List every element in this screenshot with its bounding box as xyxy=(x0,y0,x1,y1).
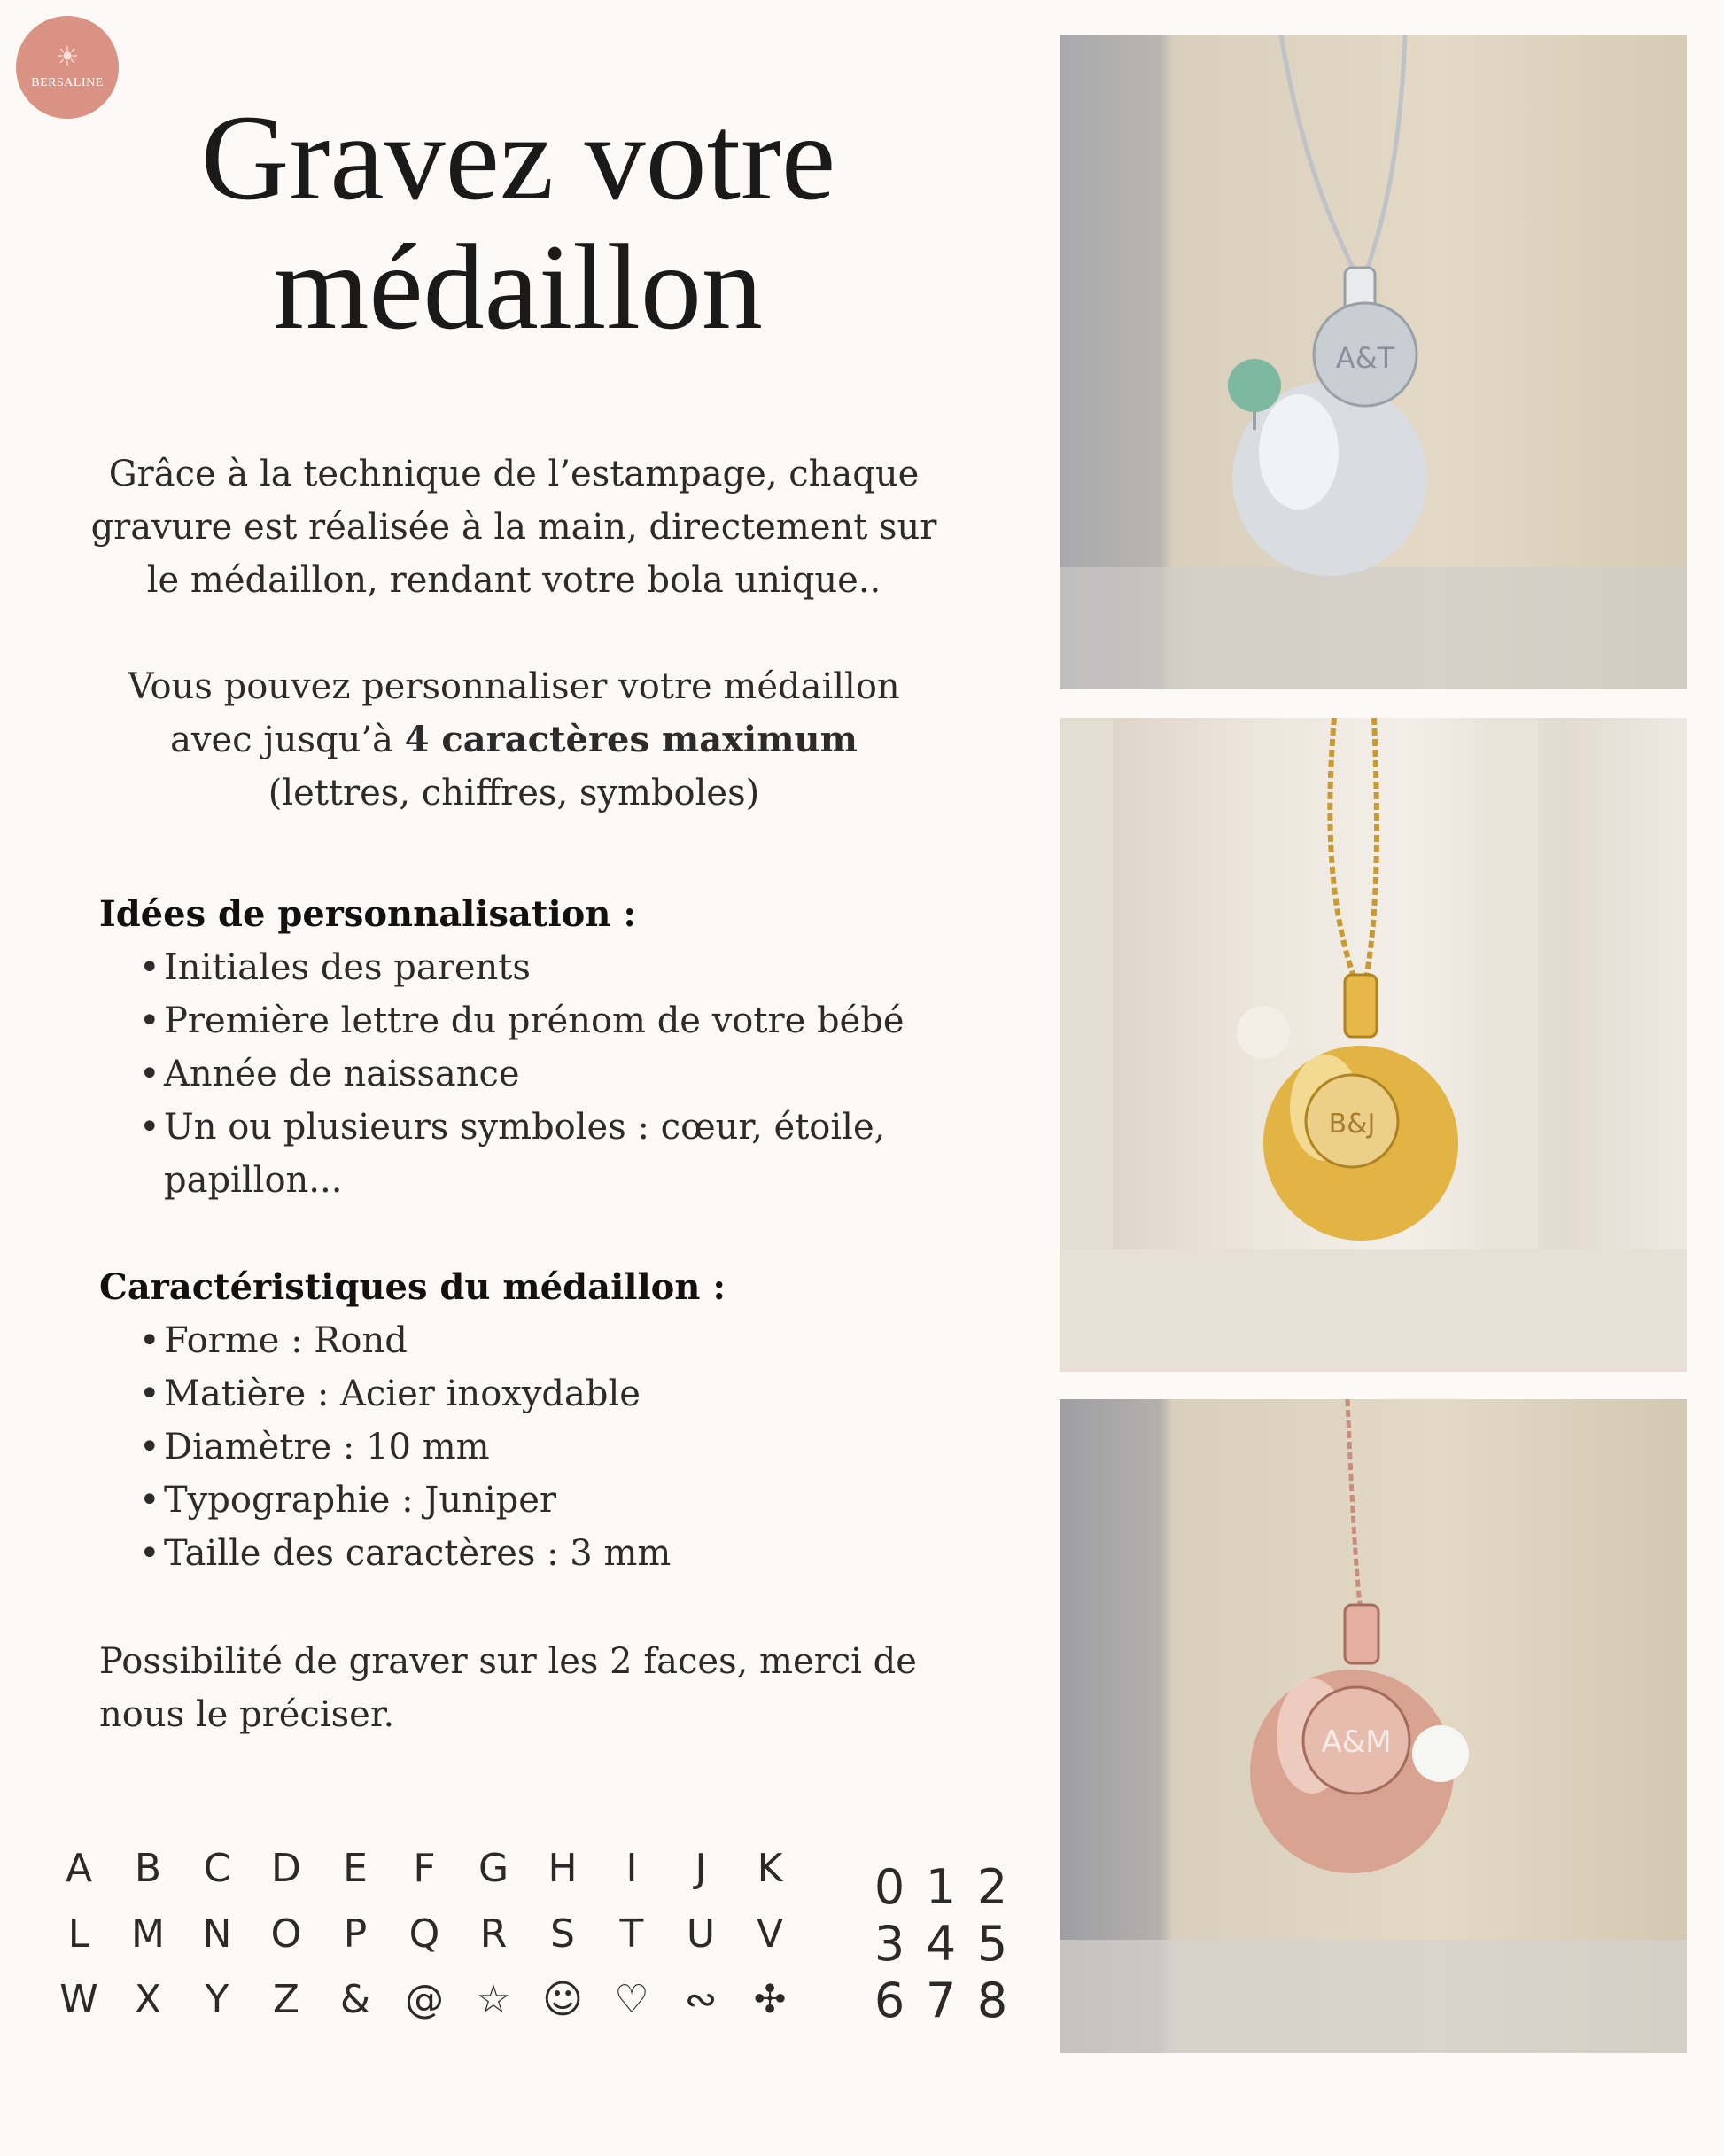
character-chart xyxy=(44,1843,788,2024)
intro-line: (lettres, chiffres, symboles) xyxy=(268,773,760,813)
stamp-digit: 1 xyxy=(925,1858,957,1915)
stamp-digit: 8 xyxy=(976,1972,1008,2028)
brand-name: BERSALINE xyxy=(31,76,104,90)
product-photo-rose-gold xyxy=(1060,1399,1687,2053)
list-item: • Taille des caractères : 3 mm xyxy=(139,1527,985,1580)
stamp-character: M xyxy=(131,1911,165,1957)
title-line-1: Gravez votre xyxy=(200,90,836,225)
closing-line: Possibilité de graver sur les 2 faces, merci de xyxy=(99,1641,917,1682)
stamp-digit: 4 xyxy=(925,1915,957,1972)
stamp-character: S xyxy=(550,1911,575,1957)
stamp-character: @ xyxy=(405,1976,444,2022)
page-title xyxy=(53,90,983,354)
digit-chart xyxy=(864,1858,1023,2028)
list-item-continuation: papillon... xyxy=(164,1160,343,1201)
intro-paragraph-2 xyxy=(71,660,957,820)
stamp-character: F xyxy=(413,1845,436,1891)
specs-section xyxy=(99,1261,985,1580)
stamp-character: K xyxy=(757,1845,783,1891)
stamp-character: B xyxy=(134,1845,162,1891)
stamp-digit: 5 xyxy=(976,1915,1008,1972)
product-photo-gold xyxy=(1060,718,1687,1372)
sun-icon: ☀ xyxy=(55,42,80,73)
stamp-character: Y xyxy=(205,1976,229,2022)
list-item: • Année de naissance xyxy=(139,1047,985,1101)
stamp-character: H xyxy=(547,1845,578,1891)
stamp-digit: 6 xyxy=(874,1972,905,2028)
stamp-character: ♡ xyxy=(614,1976,649,2022)
stamp-character: W xyxy=(59,1976,98,2022)
stamp-character: O xyxy=(270,1911,302,1957)
intro-paragraph-1 xyxy=(71,448,957,607)
stamp-character: ∾ xyxy=(684,1976,718,2022)
closing-note xyxy=(99,1635,985,1741)
stamp-character: J xyxy=(695,1845,707,1891)
max-characters-highlight: 4 caractères maximum xyxy=(404,719,858,760)
intro-line: Vous pouvez personnaliser votre médaillon xyxy=(128,666,900,707)
stamp-digit: 0 xyxy=(874,1858,905,1915)
stamp-digit: 7 xyxy=(925,1972,957,2028)
list-item: • Initiales des parents xyxy=(139,941,985,994)
specs-list xyxy=(99,1314,985,1580)
list-item: • Typographie : Juniper xyxy=(139,1474,985,1527)
list-item: • Forme : Rond xyxy=(139,1314,985,1367)
intro-prefix: avec jusqu’à xyxy=(170,720,405,760)
title-line-2: médaillon xyxy=(274,219,763,354)
stamp-character: U xyxy=(686,1911,716,1957)
list-item: • Diamètre : 10 mm xyxy=(139,1420,985,1474)
stamp-digit: 3 xyxy=(874,1915,905,1972)
stamp-character: Q xyxy=(408,1911,440,1957)
intro-line xyxy=(71,713,957,767)
stamp-character: Z xyxy=(272,1976,300,2022)
stamp-character: ✣ xyxy=(753,1976,787,2022)
stamp-character: V xyxy=(756,1911,784,1957)
stamp-character: P xyxy=(343,1911,368,1957)
stamp-character: & xyxy=(339,1976,371,2022)
list-item: • Un ou plusieurs symboles : cœur, étoile, xyxy=(139,1101,985,1154)
engraving-text: A&T xyxy=(1335,341,1395,375)
stamp-character: L xyxy=(67,1911,90,1957)
stamp-character: A xyxy=(65,1845,93,1891)
ideas-list xyxy=(99,941,985,1154)
intro-line: le médaillon, rendant votre bola unique.. xyxy=(146,560,881,601)
stamp-character: R xyxy=(479,1911,508,1957)
engraving-text: B&J xyxy=(1328,1109,1376,1140)
stamp-character: G xyxy=(478,1845,509,1891)
specs-heading: Caractéristiques du médaillon : xyxy=(99,1266,726,1308)
intro-line: Grâce à la technique de l’estampage, chaque xyxy=(108,454,920,494)
list-item: • Première lettre du prénom de votre bébé xyxy=(139,994,985,1047)
stamp-digit: 2 xyxy=(976,1858,1008,1915)
closing-line: nous le préciser. xyxy=(99,1694,395,1735)
ideas-section xyxy=(99,888,985,1207)
stamp-character: X xyxy=(134,1976,162,2022)
stamp-character: ☆ xyxy=(476,1976,511,2022)
stamp-character: C xyxy=(203,1845,231,1891)
stamp-character: I xyxy=(625,1845,638,1891)
stamp-character: E xyxy=(343,1845,368,1891)
intro-line: gravure est réalisée à la main, directement sur xyxy=(90,507,937,548)
stamp-character: N xyxy=(202,1911,232,1957)
engraving-text: A&M xyxy=(1321,1724,1392,1760)
list-item: • Matière : Acier inoxydable xyxy=(139,1367,985,1420)
ideas-heading: Idées de personnalisation : xyxy=(99,893,637,935)
stamp-character: ☺ xyxy=(542,1976,583,2022)
stamp-character: T xyxy=(619,1911,644,1957)
stamp-character: D xyxy=(271,1845,301,1891)
product-photo-silver xyxy=(1060,35,1687,689)
